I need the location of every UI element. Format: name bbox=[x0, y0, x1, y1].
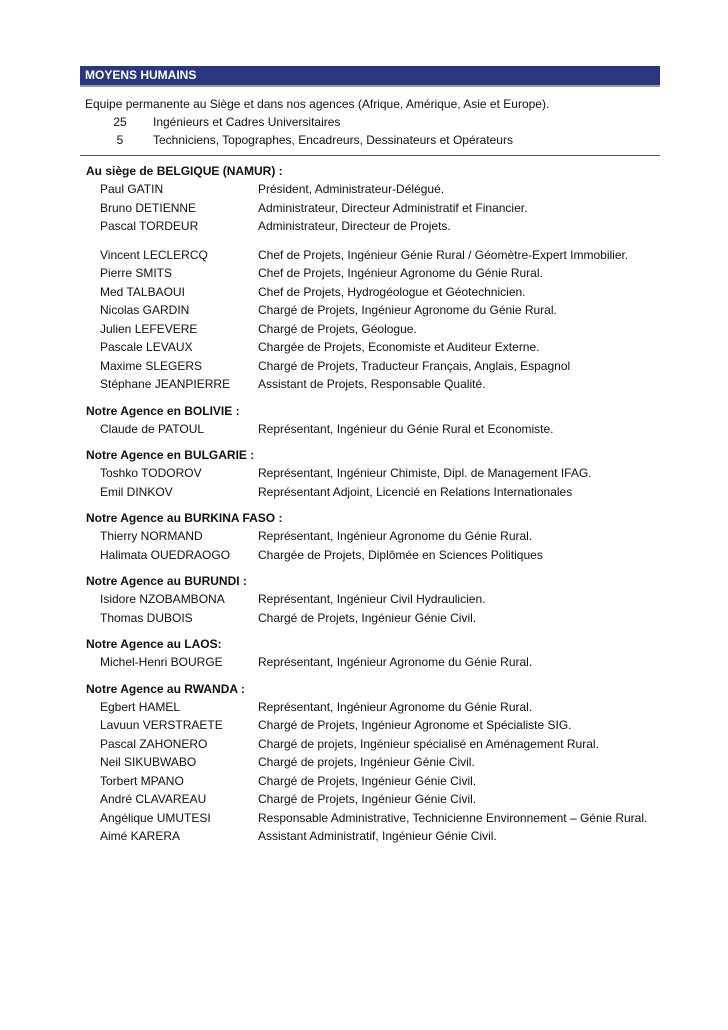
count-label: Ingénieurs et Cadres Universitaires bbox=[153, 115, 341, 129]
person-row bbox=[86, 320, 660, 339]
person-role: Chargé de projets, Ingénieur Génie Civil. bbox=[258, 755, 475, 769]
person-role: Président, Administrateur-Délégué. bbox=[258, 182, 445, 196]
person-name: Torbert MPANO bbox=[100, 773, 184, 788]
person-role: Chef de Projets, Ingénieur Génie Rural / Géomètre-Expert Immobilier. bbox=[258, 247, 629, 262]
person-role: Chef de Projets, Ingénieur Agronome du Génie Rural. bbox=[258, 266, 543, 280]
section-title: Notre Agence au LAOS: bbox=[86, 637, 222, 651]
person-role: Représentant, Ingénieur Agronome du Génie Rural. bbox=[258, 655, 533, 669]
person-role: Chargé de Projets, Géologue. bbox=[258, 321, 417, 336]
person-row bbox=[86, 790, 660, 809]
count-label: Techniciens, Topographes, Encadreurs, Dessinateurs et Opérateurs bbox=[153, 133, 513, 147]
section-title: Notre Agence au BURUNDI : bbox=[86, 574, 247, 588]
count-number: 25 bbox=[113, 115, 127, 129]
person-role: Chargée de Projets, Economiste et Auditeur Externe. bbox=[258, 340, 540, 354]
intro-text: Equipe permanente au Siège et dans nos agences (Afrique, Amérique, Asie et Europe). bbox=[85, 97, 550, 111]
person-role: Chargé de projets, Ingénieur spécialisé en Aménagement Rural. bbox=[258, 736, 599, 751]
person-role: Chargé de Projets, Ingénieur Génie Civil. bbox=[258, 610, 477, 625]
count-row bbox=[80, 113, 660, 131]
person-name: Lavuun VERSTRAETE bbox=[100, 718, 223, 732]
person-role: Représentant Adjoint, Licencié en Relations Internationales bbox=[258, 484, 573, 499]
section-bulgarie bbox=[80, 446, 660, 501]
section-title: Notre Agence au RWANDA : bbox=[86, 681, 245, 696]
person-row bbox=[86, 653, 660, 672]
person-name: Maxime SLEGERS bbox=[100, 358, 203, 373]
person-role: Chef de Projets, Hydrogéologue et Géotechnicien. bbox=[258, 284, 526, 299]
person-row bbox=[86, 716, 660, 735]
section-title: Notre Agence au BURKINA FASO : bbox=[86, 511, 283, 525]
person-row bbox=[86, 464, 660, 483]
person-row bbox=[86, 698, 660, 717]
person-role: Chargé de Projets, Ingénieur Agronome du Génie Rural. bbox=[258, 303, 557, 317]
person-name: Vincent LECLERCQ bbox=[100, 247, 208, 262]
person-row bbox=[86, 527, 660, 546]
person-row bbox=[86, 301, 660, 320]
person-row bbox=[86, 283, 660, 302]
person-row bbox=[86, 217, 660, 236]
person-row bbox=[86, 246, 660, 265]
person-name: Med TALBAOUI bbox=[100, 284, 185, 299]
person-row bbox=[86, 772, 660, 791]
person-name: Emil DINKOV bbox=[100, 484, 173, 499]
person-name: Isidore NZOBAMBONA bbox=[100, 592, 225, 606]
person-row bbox=[86, 827, 660, 846]
person-name: André CLAVAREAU bbox=[100, 792, 207, 806]
person-row bbox=[86, 199, 660, 218]
person-role: Représentant, Ingénieur du Génie Rural et Economiste. bbox=[258, 421, 554, 436]
person-name: Halimata OUEDRAOGO bbox=[100, 547, 231, 562]
person-row bbox=[86, 483, 660, 502]
person-name: Stéphane JEANPIERRE bbox=[100, 377, 231, 391]
person-role: Chargé de Projets, Ingénieur Génie Civil. bbox=[258, 773, 477, 788]
person-name: Claude de PATOUL bbox=[100, 421, 205, 436]
person-role: Chargé de Projets, Traducteur Français, Anglais, Espagnol bbox=[258, 358, 571, 373]
person-role: Représentant, Ingénieur Agronome du Génie Rural. bbox=[258, 699, 533, 714]
section-burkina bbox=[80, 509, 660, 564]
person-name: Paul GATIN bbox=[100, 182, 164, 196]
section-title: Notre Agence en BOLIVIE : bbox=[86, 403, 240, 418]
person-row bbox=[86, 609, 660, 628]
person-name: Egbert HAMEL bbox=[100, 699, 181, 714]
person-role: Administrateur, Directeur Administratif et Financier. bbox=[258, 200, 528, 215]
person-row bbox=[86, 180, 660, 199]
person-role: Chargée de Projets, Diplômée en Sciences Politiques bbox=[258, 547, 543, 562]
section-header: MOYENS HUMAINS bbox=[80, 66, 660, 87]
person-name: Pierre SMITS bbox=[100, 266, 173, 280]
person-name: Pascale LEVAUX bbox=[100, 340, 193, 354]
count-row bbox=[80, 131, 660, 149]
person-name: Bruno DETIENNE bbox=[100, 200, 197, 215]
spacer bbox=[86, 236, 660, 246]
person-name: Aimé KARERA bbox=[100, 829, 181, 843]
section-bolivie bbox=[80, 402, 660, 439]
person-name: Pascal TORDEUR bbox=[100, 219, 199, 233]
person-name: Thierry NORMAND bbox=[100, 529, 203, 543]
person-name: Michel-Henri BOURGE bbox=[100, 655, 223, 669]
person-row bbox=[86, 375, 660, 394]
person-name: Angélique UMUTESI bbox=[100, 810, 211, 825]
person-role: Assistant de Projets, Responsable Qualité. bbox=[258, 377, 486, 391]
section-title: Au siège de BELGIQUE (NAMUR) : bbox=[86, 164, 283, 178]
person-row bbox=[86, 753, 660, 772]
person-row bbox=[86, 338, 660, 357]
person-role: Assistant Administratif, Ingénieur Génie Civil. bbox=[258, 829, 497, 843]
person-role: Représentant, Ingénieur Chimiste, Dipl. de Management IFAG. bbox=[258, 466, 592, 480]
person-role: Chargé de Projets, Ingénieur Agronome et Spécialiste SIG. bbox=[258, 718, 572, 732]
person-row bbox=[86, 590, 660, 609]
person-row bbox=[86, 809, 660, 828]
section-title: Notre Agence en BULGARIE : bbox=[86, 448, 255, 462]
person-name: Toshko TODOROV bbox=[100, 466, 202, 480]
person-row bbox=[86, 546, 660, 565]
person-row bbox=[86, 264, 660, 283]
person-name: Neil SIKUBWABO bbox=[100, 755, 197, 769]
person-row bbox=[86, 735, 660, 754]
section-rwanda bbox=[80, 680, 660, 846]
divider bbox=[80, 155, 660, 156]
person-role: Représentant, Ingénieur Civil Hydraulicien. bbox=[258, 592, 486, 606]
person-name: Pascal ZAHONERO bbox=[100, 736, 208, 751]
count-number: 5 bbox=[116, 133, 124, 147]
person-role: Responsable Administrative, Technicienne Environnement – Génie Rural. bbox=[258, 810, 648, 825]
document-page bbox=[80, 66, 660, 846]
person-name: Julien LEFEVERE bbox=[100, 321, 198, 336]
section-laos bbox=[80, 635, 660, 672]
person-role: Chargé de Projets, Ingénieur Génie Civil. bbox=[258, 792, 477, 806]
section-burundi bbox=[80, 572, 660, 627]
person-name: Nicolas GARDIN bbox=[100, 303, 190, 317]
person-role: Administrateur, Directeur de Projets. bbox=[258, 219, 451, 233]
person-role: Représentant, Ingénieur Agronome du Génie Rural. bbox=[258, 529, 533, 543]
person-row bbox=[86, 420, 660, 439]
person-row bbox=[86, 357, 660, 376]
person-name: Thomas DUBOIS bbox=[100, 610, 193, 625]
section-hq bbox=[80, 162, 660, 394]
